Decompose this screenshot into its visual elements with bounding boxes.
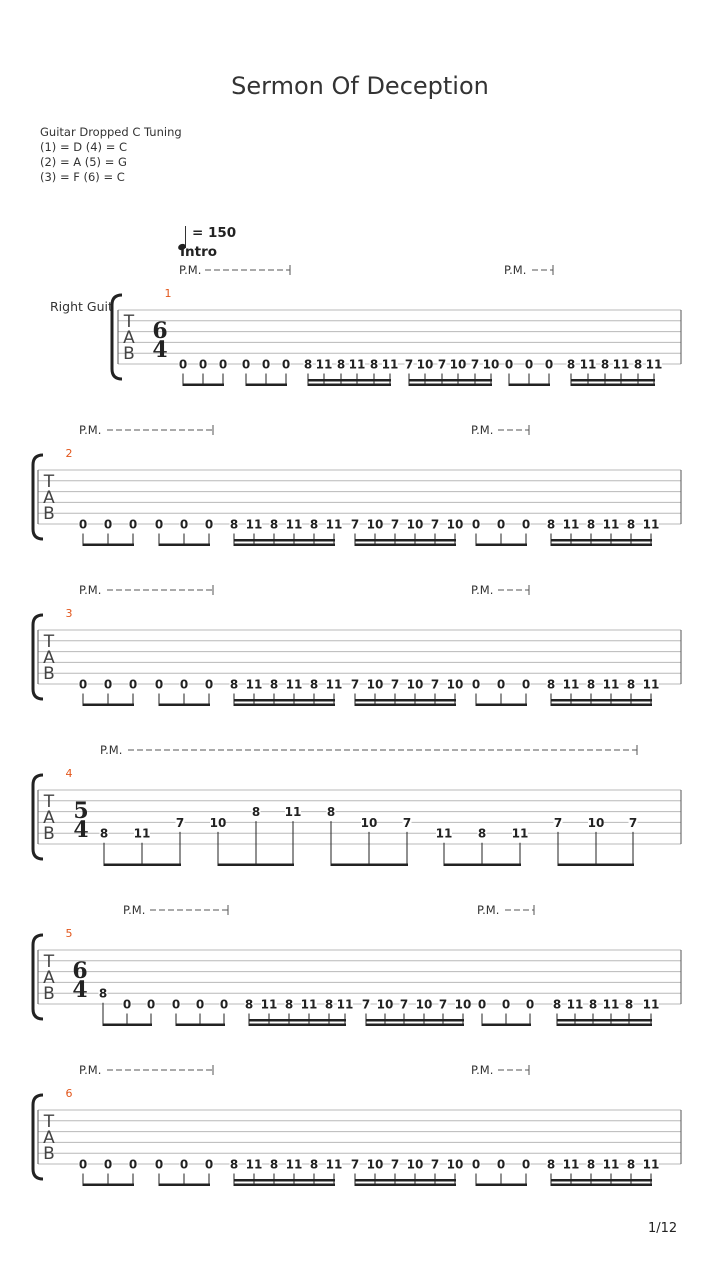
tab-note: 8 <box>586 1157 596 1172</box>
tab-note: 7 <box>437 357 447 372</box>
tab-clef-letter: A <box>123 328 135 348</box>
tab-note: 8 <box>626 677 636 692</box>
tuning-line: (3) = F (6) = C <box>40 170 125 184</box>
tab-note: 8 <box>546 1157 556 1172</box>
tab-clef-letter: B <box>43 984 55 1004</box>
tab-note: 0 <box>122 997 132 1012</box>
tab-note: 7 <box>430 677 440 692</box>
tab-note: 7 <box>350 677 360 692</box>
tab-note: 0 <box>154 517 164 532</box>
tab-clef-letter: A <box>43 808 55 828</box>
tab-note: 8 <box>586 677 596 692</box>
beam-secondary <box>355 699 456 702</box>
beam-secondary <box>551 1179 652 1182</box>
tab-note: 11 <box>612 357 630 372</box>
tab-note: 10 <box>446 517 464 532</box>
tab-note: 11 <box>602 677 620 692</box>
tab-note: 7 <box>402 815 412 830</box>
beam <box>444 864 521 867</box>
tab-note: 8 <box>633 357 643 372</box>
beam <box>104 864 181 867</box>
tab-note: 0 <box>154 677 164 692</box>
beam-secondary <box>551 539 652 542</box>
palm-mute-label: P.M. <box>471 423 494 437</box>
tab-note: 7 <box>350 517 360 532</box>
palm-mute-label: P.M. <box>179 263 202 277</box>
tab-note: 10 <box>366 517 384 532</box>
tab-note: 0 <box>496 1157 506 1172</box>
page-number: 1/12 <box>648 1221 678 1236</box>
tab-clef-letter: B <box>43 504 55 524</box>
tab-note: 0 <box>198 357 208 372</box>
tab-clef-letter: B <box>43 1144 55 1164</box>
tab-note: 11 <box>325 517 343 532</box>
tab-note: 8 <box>99 826 109 841</box>
beam <box>159 1184 210 1187</box>
tab-note: 11 <box>348 357 366 372</box>
tab-clef-letter: A <box>43 1128 55 1148</box>
tab-clef-letter: A <box>43 648 55 668</box>
tab-note: 0 <box>128 677 138 692</box>
tab-note: 11 <box>642 997 660 1012</box>
tab-note: 10 <box>416 357 434 372</box>
tab-note: 10 <box>406 517 424 532</box>
tab-note: 0 <box>241 357 251 372</box>
tab-note: 0 <box>521 1157 531 1172</box>
tab-note: 11 <box>562 677 580 692</box>
tab-note: 0 <box>496 517 506 532</box>
measure-number: 4 <box>65 767 73 780</box>
section-marker: Intro <box>180 244 218 260</box>
tab-note: 8 <box>269 677 279 692</box>
tab-note: 8 <box>309 677 319 692</box>
tab-note: 8 <box>369 357 379 372</box>
time-signature-bottom: 4 <box>152 337 168 363</box>
tab-note: 0 <box>78 1157 88 1172</box>
beam <box>183 384 224 387</box>
tab-note: 10 <box>446 677 464 692</box>
tab-note: 10 <box>449 357 467 372</box>
beam-secondary <box>234 539 335 542</box>
beam <box>551 1184 652 1187</box>
beam-secondary <box>366 1019 464 1022</box>
beam-secondary <box>557 1019 652 1022</box>
tab-note: 8 <box>336 357 346 372</box>
song-title: Sermon Of Deception <box>231 72 489 100</box>
beam <box>308 384 391 387</box>
tab-note: 7 <box>390 1157 400 1172</box>
beam <box>234 544 335 547</box>
beam <box>482 1024 531 1027</box>
palm-mute-label: P.M. <box>504 263 527 277</box>
beam <box>159 544 210 547</box>
tab-note: 11 <box>381 357 399 372</box>
beam <box>83 1184 134 1187</box>
tab-note: 10 <box>406 1157 424 1172</box>
tab-note: 11 <box>579 357 597 372</box>
tab-note: 0 <box>154 1157 164 1172</box>
beam <box>246 384 287 387</box>
beam <box>234 1184 335 1187</box>
measure-number: 2 <box>65 447 73 460</box>
tab-note: 7 <box>404 357 414 372</box>
tab-note: 7 <box>438 997 448 1012</box>
tab-note: 7 <box>361 997 371 1012</box>
beam <box>218 864 294 867</box>
palm-mute-label: P.M. <box>123 903 146 917</box>
tab-note: 0 <box>471 517 481 532</box>
tab-note: 8 <box>229 1157 239 1172</box>
tab-note: 11 <box>562 1157 580 1172</box>
tab-note: 0 <box>521 677 531 692</box>
tab-note: 11 <box>602 517 620 532</box>
tab-note: 10 <box>360 815 378 830</box>
system-brace <box>112 295 122 379</box>
tab-note: 8 <box>324 997 334 1012</box>
palm-mute-label: P.M. <box>79 423 102 437</box>
tab-clef-letter: A <box>43 488 55 508</box>
tab-note: 8 <box>600 357 610 372</box>
tab-note: 11 <box>325 1157 343 1172</box>
tab-note: 11 <box>562 517 580 532</box>
tab-note: 8 <box>326 805 336 820</box>
beam <box>83 704 134 707</box>
tab-note: 8 <box>303 357 313 372</box>
beam <box>509 384 550 387</box>
beam <box>355 704 456 707</box>
beam <box>234 704 335 707</box>
tab-note: 7 <box>399 997 409 1012</box>
beam <box>355 544 456 547</box>
tab-note: 11 <box>285 517 303 532</box>
tab-note: 11 <box>566 997 584 1012</box>
tab-note: 0 <box>103 677 113 692</box>
tab-note: 8 <box>626 1157 636 1172</box>
tab-note: 8 <box>98 986 108 1001</box>
beam <box>551 544 652 547</box>
tab-clef-letter: T <box>43 952 55 972</box>
tab-note: 7 <box>553 815 563 830</box>
beam <box>366 1024 464 1027</box>
tab-note: 11 <box>602 997 620 1012</box>
tuning-line: (1) = D (4) = C <box>40 140 128 154</box>
tab-note: 10 <box>406 677 424 692</box>
tab-note: 11 <box>245 1157 263 1172</box>
tab-note: 11 <box>245 677 263 692</box>
beam-secondary <box>571 379 655 382</box>
tab-note: 10 <box>446 1157 464 1172</box>
tab-note: 0 <box>179 1157 189 1172</box>
time-signature-bottom: 4 <box>73 817 89 843</box>
tab-note: 8 <box>624 997 634 1012</box>
beam-secondary <box>409 379 492 382</box>
tab-note: 0 <box>524 357 534 372</box>
tab-note: 0 <box>204 677 214 692</box>
beam <box>558 864 634 867</box>
tab-clef-letter: T <box>123 312 135 332</box>
tab-note: 0 <box>521 517 531 532</box>
palm-mute-label: P.M. <box>79 1063 102 1077</box>
beam-secondary <box>249 1019 346 1022</box>
tab-note: 7 <box>470 357 480 372</box>
tab-note: 8 <box>284 997 294 1012</box>
tab-note: 0 <box>261 357 271 372</box>
tab-note: 11 <box>336 997 354 1012</box>
tab-note: 0 <box>146 997 156 1012</box>
tab-clef-letter: B <box>43 664 55 684</box>
tab-note: 0 <box>195 997 205 1012</box>
tab-note: 8 <box>552 997 562 1012</box>
tab-note: 0 <box>471 677 481 692</box>
tab-note: 0 <box>103 1157 113 1172</box>
palm-mute-label: P.M. <box>471 583 494 597</box>
tab-note: 10 <box>366 1157 384 1172</box>
beam-secondary <box>234 699 335 702</box>
beam-secondary <box>234 1179 335 1182</box>
tab-note: 11 <box>260 997 278 1012</box>
tab-note: 7 <box>175 815 185 830</box>
palm-mute-label: P.M. <box>100 743 123 757</box>
tab-note: 0 <box>525 997 535 1012</box>
tuning-name: Guitar Dropped C Tuning <box>40 125 182 139</box>
tab-note: 8 <box>309 517 319 532</box>
tab-note: 11 <box>602 1157 620 1172</box>
beam <box>103 1024 152 1027</box>
tab-note: 8 <box>588 997 598 1012</box>
tab-note: 8 <box>477 826 487 841</box>
tab-note: 0 <box>178 357 188 372</box>
tab-note: 10 <box>454 997 472 1012</box>
tab-note: 0 <box>204 1157 214 1172</box>
tab-note: 10 <box>376 997 394 1012</box>
tab-note: 8 <box>229 517 239 532</box>
tab-note: 11 <box>300 997 318 1012</box>
measure-number: 1 <box>164 287 172 300</box>
tab-note: 0 <box>204 517 214 532</box>
beam <box>557 1024 652 1027</box>
tab-note: 0 <box>496 677 506 692</box>
beam <box>409 384 492 387</box>
tab-note: 11 <box>285 1157 303 1172</box>
tab-clef-letter: T <box>43 1112 55 1132</box>
tab-note: 8 <box>566 357 576 372</box>
tab-note: 8 <box>229 677 239 692</box>
tab-note: 0 <box>501 997 511 1012</box>
tab-note: 8 <box>626 517 636 532</box>
tab-note: 7 <box>430 1157 440 1172</box>
tab-note: 11 <box>133 826 151 841</box>
tab-note: 10 <box>209 815 227 830</box>
tab-clef-letter: B <box>43 824 55 844</box>
palm-mute-label: P.M. <box>471 1063 494 1077</box>
tab-note: 11 <box>435 826 453 841</box>
tab-note: 0 <box>128 517 138 532</box>
beam <box>476 544 527 547</box>
tab-note: 8 <box>546 517 556 532</box>
beam <box>176 1024 225 1027</box>
tab-note: 8 <box>269 1157 279 1172</box>
beam-secondary <box>355 1179 456 1182</box>
tab-note: 7 <box>628 815 638 830</box>
tab-note: 8 <box>269 517 279 532</box>
tab-clef-letter: T <box>43 632 55 652</box>
tab-note: 0 <box>179 677 189 692</box>
palm-mute-label: P.M. <box>79 583 102 597</box>
tab-note: 10 <box>482 357 500 372</box>
tab-note: 0 <box>477 997 487 1012</box>
tab-note: 0 <box>219 997 229 1012</box>
beam <box>355 1184 456 1187</box>
time-signature-top: 6 <box>72 958 88 984</box>
tab-note: 8 <box>244 997 254 1012</box>
tab-note: 8 <box>546 677 556 692</box>
beam-secondary <box>551 699 652 702</box>
beam-secondary <box>355 539 456 542</box>
tab-note: 0 <box>218 357 228 372</box>
tab-note: 8 <box>586 517 596 532</box>
time-signature-bottom: 4 <box>72 977 88 1003</box>
instrument-name: Right Guit <box>50 299 113 314</box>
beam <box>551 704 652 707</box>
time-signature-top: 6 <box>152 318 168 344</box>
tab-note: 10 <box>415 997 433 1012</box>
beam <box>476 1184 527 1187</box>
tab-note: 0 <box>128 1157 138 1172</box>
tab-note: 8 <box>251 805 261 820</box>
tab-note: 8 <box>309 1157 319 1172</box>
tab-note: 11 <box>511 826 529 841</box>
tab-clef-letter: T <box>43 472 55 492</box>
beam <box>571 384 655 387</box>
tab-note: 10 <box>366 677 384 692</box>
beam-secondary <box>308 379 391 382</box>
tab-note: 0 <box>179 517 189 532</box>
tab-note: 11 <box>642 1157 660 1172</box>
beam <box>331 864 408 867</box>
tab-note: 11 <box>325 677 343 692</box>
tab-note: 0 <box>504 357 514 372</box>
tab-note: 0 <box>103 517 113 532</box>
palm-mute-label: P.M. <box>477 903 500 917</box>
tab-note: 11 <box>285 677 303 692</box>
tab-note: 11 <box>642 517 660 532</box>
tab-note: 11 <box>284 805 302 820</box>
tab-note: 11 <box>645 357 663 372</box>
beam <box>476 704 527 707</box>
tab-note: 11 <box>245 517 263 532</box>
tempo-value: = 150 <box>192 225 237 241</box>
measure-number: 3 <box>65 607 73 620</box>
measure-number: 6 <box>65 1087 73 1100</box>
tab-note: 7 <box>390 677 400 692</box>
beam <box>83 544 134 547</box>
tuning-line: (2) = A (5) = G <box>40 155 127 169</box>
tab-note: 7 <box>390 517 400 532</box>
tab-note: 7 <box>350 1157 360 1172</box>
tab-clef-letter: B <box>123 344 135 364</box>
beam <box>159 704 210 707</box>
tab-note: 0 <box>544 357 554 372</box>
time-signature-top: 5 <box>73 798 89 824</box>
beam <box>249 1024 346 1027</box>
tab-note: 10 <box>587 815 605 830</box>
tab-note: 0 <box>471 1157 481 1172</box>
measure-number: 5 <box>65 927 73 940</box>
tab-note: 0 <box>281 357 291 372</box>
tab-note: 7 <box>430 517 440 532</box>
tab-note: 0 <box>171 997 181 1012</box>
tab-note: 0 <box>78 517 88 532</box>
tab-clef-letter: T <box>43 792 55 812</box>
tab-note: 0 <box>78 677 88 692</box>
tab-note: 11 <box>642 677 660 692</box>
tab-clef-letter: A <box>43 968 55 988</box>
tab-note: 11 <box>315 357 333 372</box>
